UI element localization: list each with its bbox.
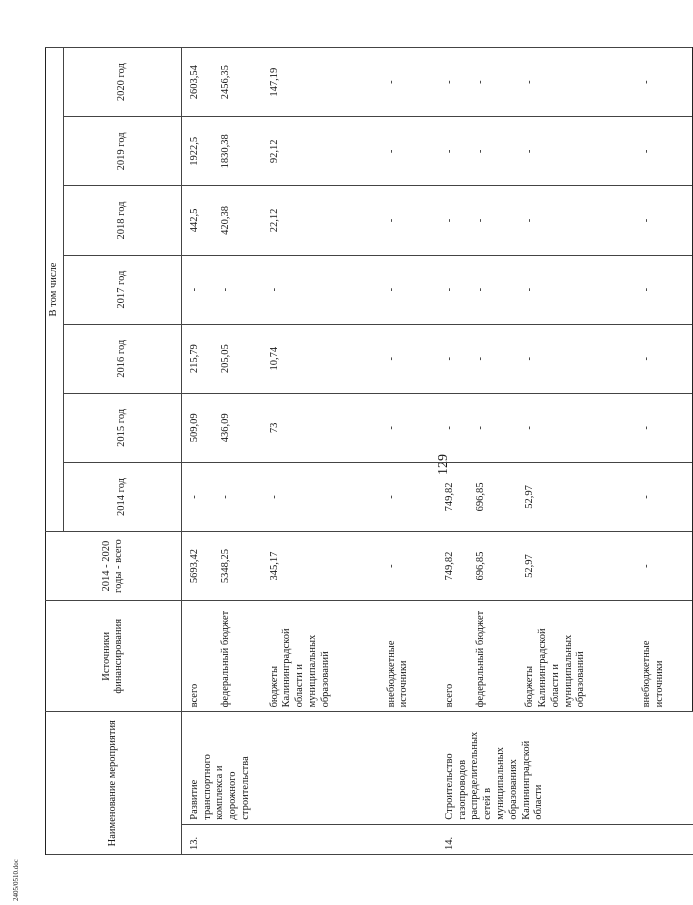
row-number: 14.: [437, 824, 693, 854]
year-cell: -: [521, 48, 638, 117]
year-cell: -: [638, 48, 692, 117]
total-cell: 345,17: [266, 532, 383, 601]
page-number: 129: [436, 454, 451, 475]
header-year-2018: 2018 год: [63, 186, 181, 255]
header-name: Наименование мероприятия: [46, 712, 182, 855]
total-cell: -: [383, 532, 437, 601]
year-cell: 509,09: [181, 393, 216, 462]
year-cell: -: [472, 255, 521, 324]
year-cell: -: [437, 324, 472, 393]
year-cell: -: [181, 255, 216, 324]
year-cell: -: [383, 324, 437, 393]
header-year-2014: 2014 год: [63, 462, 181, 531]
year-cell: 1830,38: [217, 117, 266, 186]
source-cell: федеральный бюджет: [217, 601, 266, 712]
header-year-2019: 2019 год: [63, 117, 181, 186]
total-cell: 696,85: [472, 532, 521, 601]
total-cell: -: [638, 532, 692, 601]
year-cell: 215,79: [181, 324, 216, 393]
year-cell: -: [521, 324, 638, 393]
year-cell: -: [638, 117, 692, 186]
year-cell: -: [217, 462, 266, 531]
year-cell: -: [521, 393, 638, 462]
year-cell: -: [638, 324, 692, 393]
year-cell: 749,82: [437, 462, 472, 531]
source-cell: бюджеты Калининградской области и муниципальных образований: [266, 601, 383, 712]
year-cell: -: [472, 393, 521, 462]
document-reference: 2405/0510.doc: [12, 859, 20, 901]
year-cell: -: [383, 393, 437, 462]
source-cell: внебюджетные источники: [638, 601, 692, 712]
header-year-2020: 2020 год: [63, 48, 181, 117]
source-cell: бюджеты Калининградской области и муниципальных образований: [521, 601, 638, 712]
year-cell: -: [383, 48, 437, 117]
year-cell: -: [472, 48, 521, 117]
source-cell: внебюджетные источники: [383, 601, 437, 712]
table-row: [437, 48, 472, 855]
table-row: [181, 48, 216, 855]
year-cell: -: [181, 462, 216, 531]
measure-name: Развитие транспортного комплекса и дорожного строительства: [181, 712, 437, 824]
year-cell: 442,5: [181, 186, 216, 255]
year-cell: -: [638, 462, 692, 531]
measure-name: Строительство газопроводов распределительных сетей в муниципальных образованиях Калининградской области: [437, 712, 693, 824]
year-cell: 2603,54: [181, 48, 216, 117]
year-cell: -: [383, 255, 437, 324]
financing-table: [45, 47, 693, 855]
total-cell: 749,82: [437, 532, 472, 601]
year-cell: -: [521, 255, 638, 324]
year-cell: -: [437, 186, 472, 255]
year-cell: -: [638, 255, 692, 324]
source-cell: всего: [181, 601, 216, 712]
year-cell: -: [638, 186, 692, 255]
header-year-2017: 2017 год: [63, 255, 181, 324]
year-cell: -: [383, 462, 437, 531]
year-cell: -: [383, 186, 437, 255]
year-cell: -: [437, 117, 472, 186]
year-cell: 52,97: [521, 462, 638, 531]
header-including: В том числе: [46, 48, 64, 532]
year-cell: 22,12: [266, 186, 383, 255]
year-cell: -: [383, 117, 437, 186]
year-cell: -: [638, 393, 692, 462]
year-cell: -: [472, 117, 521, 186]
year-cell: -: [266, 462, 383, 531]
header-source: Источники финансирования: [46, 601, 182, 712]
year-cell: -: [472, 186, 521, 255]
year-cell: 436,09: [217, 393, 266, 462]
year-cell: 205,05: [217, 324, 266, 393]
year-cell: -: [266, 255, 383, 324]
source-cell: всего: [437, 601, 472, 712]
year-cell: -: [217, 255, 266, 324]
year-cell: 147,19: [266, 48, 383, 117]
year-cell: -: [521, 117, 638, 186]
year-cell: -: [437, 48, 472, 117]
total-cell: 5693,42: [181, 532, 216, 601]
year-cell: 696,85: [472, 462, 521, 531]
year-cell: 73: [266, 393, 383, 462]
year-cell: 92,12: [266, 117, 383, 186]
year-cell: -: [437, 393, 472, 462]
header-total: 2014 - 2020 годы - всего: [46, 532, 182, 601]
year-cell: -: [472, 324, 521, 393]
year-cell: -: [437, 255, 472, 324]
row-number: 13.: [181, 824, 437, 854]
total-cell: 5348,25: [217, 532, 266, 601]
header-year-2016: 2016 год: [63, 324, 181, 393]
year-cell: 1922,5: [181, 117, 216, 186]
year-cell: 10,74: [266, 324, 383, 393]
year-cell: 420,38: [217, 186, 266, 255]
year-cell: 2456,35: [217, 48, 266, 117]
year-cell: -: [521, 186, 638, 255]
header-year-2015: 2015 год: [63, 393, 181, 462]
total-cell: 52,97: [521, 532, 638, 601]
source-cell: федеральный бюджет: [472, 601, 521, 712]
